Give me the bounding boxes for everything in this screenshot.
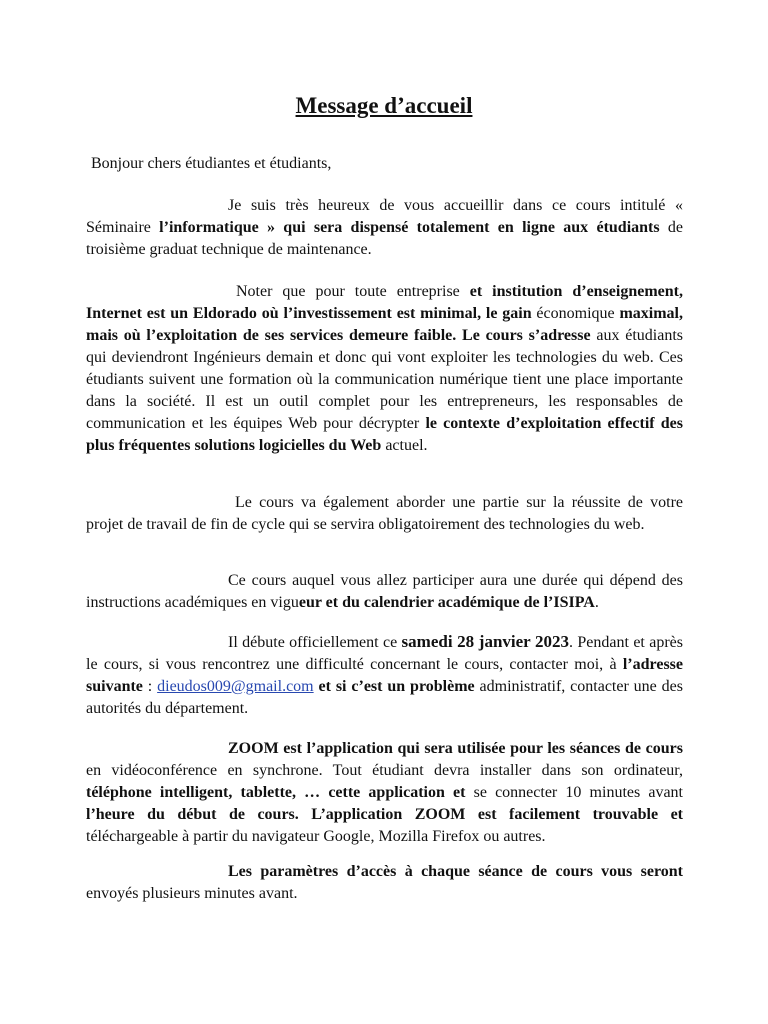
paragraph-project (86, 492, 683, 536)
bold-span: l’adresse suivante (86, 656, 683, 695)
bold-span: et si c’est un problème (318, 678, 475, 695)
paragraph-intro (86, 195, 683, 261)
text-span: Noter que pour toute entreprise (236, 283, 470, 300)
paragraph-start-date (86, 631, 683, 720)
bold-span: et institution d’enseignement, Internet est un Eldorado où l’investissement est minimal, le gain (86, 283, 684, 322)
text-span: aux étudiants qui deviendront Ingénieurs demain et donc qui vont exploiter les technologies du web. Ces étudiants suivent une formation où la communication numérique tient une place importante dans la société. Il est un outil complet pour les entrepreneurs, les responsables de communication et les équipes Web pour décrypter (86, 327, 683, 432)
bold-span: eur et du calendrier académique de l’ISIPA (298, 594, 595, 611)
paragraph-access (86, 861, 683, 905)
page-title: Message d’accueil (295, 93, 473, 118)
greeting: Bonjour chers étudiantes et étudiants, (91, 155, 332, 172)
text-span: envoyés plusieurs minutes avant. (86, 885, 298, 902)
bold-span: l’informatique » qui sera dispensé totalement en ligne aux étudiants (159, 219, 660, 236)
text-span: . Pendant et après le cours, si vous rencontrez une difficulté concernant le cours, contacter moi, à (86, 634, 683, 673)
paragraph-zoom (86, 738, 683, 848)
bold-span: Les paramètres d’accès à chaque séance de cours vous seront (228, 863, 683, 880)
text-span: en vidéoconférence en synchrone. Tout étudiant devra installer dans son ordinateur, (86, 762, 683, 779)
bold-span: ZOOM est l’application qui sera utilisée pour les séances de cours (228, 740, 683, 757)
paragraph-context (86, 281, 683, 457)
bold-span: maximal, mais où l’exploitation de ses services demeure faible. Le cours s’adresse (86, 305, 683, 344)
text-span: Il débute officiellement ce (228, 634, 402, 651)
bold-span: téléphone intelligent, tablette, … cette application et (86, 784, 466, 801)
bold-span: le contexte d’exploitation effectif des plus fréquentes solutions logicielles du Web (86, 415, 684, 454)
text-span: administratif, contacter une des autorités du département. (86, 678, 683, 717)
text-span: . (594, 594, 599, 611)
text-span: Je suis très heureux de vous accueillir dans ce cours intitulé « Séminaire (86, 197, 683, 236)
text-span: Ce cours auquel vous allez participer aura une durée qui dépend des instructions académiques en vigu (86, 572, 683, 611)
text-span: se connecter 10 minutes avant (465, 784, 684, 801)
start-date: samedi 28 janvier 2023 (401, 632, 570, 651)
text-span: actuel. (381, 437, 428, 454)
paragraph-duration (86, 570, 683, 614)
email-link[interactable]: dieudos009@gmail.com (157, 678, 314, 695)
text-span: : (142, 678, 158, 695)
text-span: téléchargeable à partir du navigateur Google, Mozilla Firefox ou autres. (86, 828, 546, 845)
text-span: Le cours va également aborder une partie sur la réussite de votre projet de travail de fin de cycle qui se servira obligatoirement des technologies du web. (86, 494, 683, 533)
text-span: économique (531, 305, 620, 322)
bold-span: l’heure du début de cours. L’application ZOOM est facilement trouvable et (86, 806, 683, 823)
text-span: de troisième graduat technique de maintenance. (86, 219, 684, 258)
